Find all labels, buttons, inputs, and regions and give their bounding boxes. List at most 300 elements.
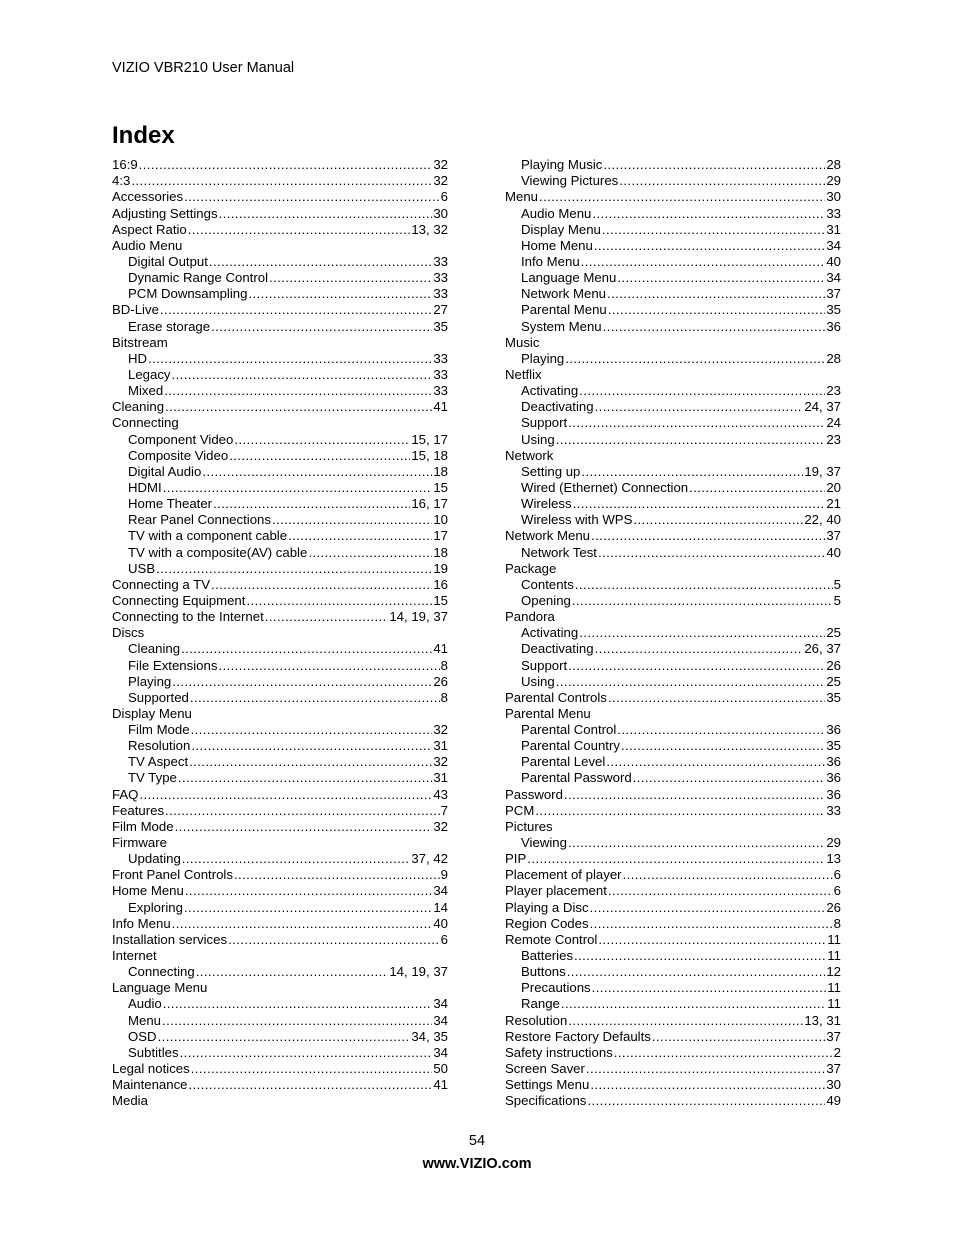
index-term: Film Mode bbox=[112, 818, 174, 834]
index-term: Legacy bbox=[128, 366, 171, 382]
index-page-numbers: 16, 17 bbox=[411, 496, 448, 512]
index-term: Region Codes bbox=[505, 915, 589, 931]
index-term: Playing Music bbox=[521, 157, 603, 173]
index-term: Viewing bbox=[521, 835, 567, 851]
dot-leader bbox=[288, 528, 432, 544]
index-term: Connecting Equipment bbox=[112, 592, 246, 608]
index-page-numbers: 21 bbox=[826, 496, 841, 512]
dot-leader bbox=[595, 641, 804, 657]
dot-leader bbox=[633, 512, 803, 528]
index-page-numbers: 23 bbox=[826, 383, 841, 399]
index-entry bbox=[505, 1093, 841, 1109]
index-entry bbox=[112, 932, 448, 948]
index-page-numbers: 36 bbox=[826, 318, 841, 334]
index-page-numbers: 31 bbox=[433, 738, 448, 754]
index-page-numbers: 5 bbox=[833, 592, 841, 608]
index-entry bbox=[505, 577, 841, 593]
dot-leader bbox=[172, 674, 432, 690]
index-term: Audio Menu bbox=[112, 237, 183, 253]
index-page-numbers: 29 bbox=[826, 173, 841, 189]
index-page-numbers: 33 bbox=[433, 366, 448, 382]
index-term: Placement of player bbox=[505, 867, 622, 883]
index-entry bbox=[112, 690, 448, 706]
index-page-numbers: 6 bbox=[440, 189, 448, 205]
index-term: System Menu bbox=[521, 318, 602, 334]
index-term: Cleaning bbox=[128, 641, 181, 657]
dot-leader bbox=[131, 173, 432, 189]
index-entry bbox=[505, 690, 841, 706]
index-entry bbox=[505, 383, 841, 399]
index-page-numbers: 33 bbox=[826, 802, 841, 818]
index-page-numbers: 26 bbox=[826, 899, 841, 915]
index-entry bbox=[112, 754, 448, 770]
dot-leader bbox=[180, 1045, 433, 1061]
index-entry bbox=[112, 1061, 448, 1077]
index-entry bbox=[505, 528, 841, 544]
index-term: Wired (Ethernet) Connection bbox=[521, 479, 689, 495]
index-page-numbers: 10 bbox=[433, 512, 448, 528]
index-term: Aspect Ratio bbox=[112, 221, 187, 237]
index-entry bbox=[505, 318, 841, 334]
dot-leader bbox=[603, 157, 825, 173]
dot-leader bbox=[191, 1061, 433, 1077]
index-term: Info Menu bbox=[521, 253, 580, 269]
dot-leader bbox=[165, 803, 440, 819]
dot-leader bbox=[573, 496, 826, 512]
index-term: Resolution bbox=[505, 1012, 568, 1028]
index-term: PCM Downsampling bbox=[128, 286, 248, 302]
index-entry bbox=[112, 464, 448, 480]
index-page-numbers: 35 bbox=[826, 689, 841, 705]
index-term: Support bbox=[521, 657, 568, 673]
index-page-numbers: 41 bbox=[433, 1077, 448, 1093]
index-page-numbers: 50 bbox=[433, 1061, 448, 1077]
index-page-numbers: 35 bbox=[826, 738, 841, 754]
dot-leader bbox=[614, 1045, 833, 1061]
footer-url: www.VIZIO.com bbox=[422, 1156, 532, 1172]
index-term: Playing bbox=[521, 350, 565, 366]
index-entry bbox=[505, 189, 841, 205]
index-entry bbox=[505, 932, 841, 948]
index-term: Parental Menu bbox=[505, 705, 591, 721]
index-entry bbox=[112, 786, 448, 802]
index-entry bbox=[112, 625, 448, 641]
index-entry bbox=[505, 205, 841, 221]
index-term: Audio Menu bbox=[521, 205, 592, 221]
index-term: Precautions bbox=[521, 980, 591, 996]
index-term: Deactivating bbox=[521, 641, 594, 657]
index-entry bbox=[112, 706, 448, 722]
index-term: Wireless bbox=[521, 496, 572, 512]
dot-leader bbox=[623, 867, 833, 883]
index-entry bbox=[505, 448, 841, 464]
dot-leader bbox=[565, 351, 825, 367]
dot-leader bbox=[652, 1029, 825, 1045]
index-term: Music bbox=[505, 334, 540, 350]
index-term: HD bbox=[128, 350, 148, 366]
dot-leader bbox=[209, 254, 432, 270]
index-page-numbers: 40 bbox=[433, 915, 448, 931]
index-page-numbers: 41 bbox=[433, 399, 448, 415]
index-term: Connecting a TV bbox=[112, 576, 210, 592]
index-page-numbers: 37 bbox=[826, 1028, 841, 1044]
index-entry bbox=[112, 222, 448, 238]
index-page-numbers: 35 bbox=[433, 318, 448, 334]
index-page-numbers: 30 bbox=[826, 1077, 841, 1093]
index-term: Screen Saver bbox=[505, 1061, 585, 1077]
index-entry bbox=[505, 593, 841, 609]
index-term: Settings Menu bbox=[505, 1077, 590, 1093]
dot-leader bbox=[211, 319, 432, 335]
index-entry bbox=[112, 480, 448, 496]
index-page-numbers: 49 bbox=[826, 1093, 841, 1109]
index-page-numbers: 22, 40 bbox=[804, 512, 841, 528]
index-page-numbers: 6 bbox=[833, 867, 841, 883]
index-entry bbox=[112, 674, 448, 690]
index-entry bbox=[505, 157, 841, 173]
index-term: Erase storage bbox=[128, 318, 211, 334]
dot-leader bbox=[164, 383, 432, 399]
index-entry bbox=[505, 706, 841, 722]
index-term: Display Menu bbox=[521, 221, 601, 237]
dot-leader bbox=[592, 980, 827, 996]
index-term: Dynamic Range Control bbox=[128, 270, 268, 286]
dot-leader bbox=[211, 577, 432, 593]
index-term: Restore Factory Defaults bbox=[505, 1028, 651, 1044]
index-entry bbox=[112, 205, 448, 221]
dot-leader bbox=[574, 948, 826, 964]
dot-leader bbox=[185, 883, 432, 899]
index-entry bbox=[112, 254, 448, 270]
index-term: Playing a Disc bbox=[505, 899, 589, 915]
index-entry bbox=[112, 1045, 448, 1061]
index-term: Mixed bbox=[128, 383, 164, 399]
index-entry bbox=[505, 464, 841, 480]
index-term: Wireless with WPS bbox=[521, 512, 633, 528]
dot-leader bbox=[228, 932, 440, 948]
index-entry bbox=[112, 173, 448, 189]
index-term: 16:9 bbox=[112, 157, 138, 173]
dot-leader bbox=[568, 415, 825, 431]
index-term: Menu bbox=[505, 189, 538, 205]
index-term: Home Menu bbox=[521, 237, 593, 253]
index-entry bbox=[112, 1029, 448, 1045]
index-entry bbox=[112, 980, 448, 996]
dot-leader bbox=[272, 512, 432, 528]
index-entry bbox=[112, 431, 448, 447]
dot-leader bbox=[158, 1029, 411, 1045]
dot-leader bbox=[608, 302, 826, 318]
index-term: Connecting bbox=[112, 415, 179, 431]
index-entry bbox=[112, 448, 448, 464]
index-entry bbox=[505, 738, 841, 754]
index-page-numbers: 32 bbox=[433, 157, 448, 173]
dot-leader bbox=[163, 996, 433, 1012]
dot-leader bbox=[594, 238, 825, 254]
index-page-numbers: 14, 19, 37 bbox=[389, 609, 448, 625]
index-term: Parental Controls bbox=[505, 689, 607, 705]
index-term: Home Theater bbox=[128, 496, 213, 512]
index-page-numbers: 31 bbox=[433, 770, 448, 786]
index-page-numbers: 30 bbox=[826, 189, 841, 205]
index-entry bbox=[505, 883, 841, 899]
dot-leader bbox=[581, 254, 826, 270]
index-entry bbox=[112, 238, 448, 254]
dot-leader bbox=[172, 916, 433, 932]
index-entry bbox=[112, 819, 448, 835]
index-page-numbers: 24, 37 bbox=[804, 399, 841, 415]
index-term: Bitstream bbox=[112, 334, 168, 350]
dot-leader bbox=[196, 964, 389, 980]
index-page-numbers: 15 bbox=[433, 592, 448, 608]
index-page-numbers: 2 bbox=[833, 1044, 841, 1060]
index-term: 4:3 bbox=[112, 173, 131, 189]
index-page-numbers: 37 bbox=[826, 528, 841, 544]
dot-leader bbox=[556, 432, 826, 448]
dot-leader bbox=[175, 819, 433, 835]
index-term: USB bbox=[128, 560, 156, 576]
index-entry bbox=[505, 222, 841, 238]
index-entry bbox=[505, 835, 841, 851]
index-entry bbox=[112, 496, 448, 512]
index-entry bbox=[112, 609, 448, 625]
dot-leader bbox=[234, 432, 410, 448]
dot-leader bbox=[165, 399, 432, 415]
index-page-numbers: 32 bbox=[433, 173, 448, 189]
index-term: Parental Menu bbox=[521, 302, 607, 318]
index-page-numbers: 34, 35 bbox=[411, 1028, 448, 1044]
index-page-numbers: 30 bbox=[433, 205, 448, 221]
index-term: Using bbox=[521, 673, 555, 689]
index-term: Batteries bbox=[521, 948, 574, 964]
dot-leader bbox=[219, 206, 433, 222]
index-term: BD-Live bbox=[112, 302, 159, 318]
index-term: Connecting bbox=[128, 964, 195, 980]
index-term: Component Video bbox=[128, 431, 234, 447]
index-entry bbox=[505, 948, 841, 964]
index-term: Updating bbox=[128, 851, 181, 867]
index-term: Features bbox=[112, 802, 165, 818]
index-term: Remote Control bbox=[505, 931, 598, 947]
index-entry bbox=[505, 641, 841, 657]
index-term: Audio bbox=[128, 996, 162, 1012]
index-term: Language Menu bbox=[521, 270, 617, 286]
index-entry bbox=[505, 657, 841, 673]
dot-leader bbox=[178, 770, 432, 786]
index-entry bbox=[112, 383, 448, 399]
index-entry bbox=[505, 819, 841, 835]
index-page-numbers: 31 bbox=[826, 221, 841, 237]
index-entry bbox=[505, 512, 841, 528]
index-page-numbers: 14 bbox=[433, 899, 448, 915]
index-page-numbers: 6 bbox=[833, 883, 841, 899]
index-column-right bbox=[505, 157, 841, 1109]
dot-leader bbox=[172, 367, 433, 383]
index-page-numbers: 13, 32 bbox=[411, 221, 448, 237]
index-entry bbox=[505, 754, 841, 770]
index-term: Resolution bbox=[128, 738, 191, 754]
index-term: Media bbox=[112, 1093, 148, 1109]
index-page-numbers: 34 bbox=[826, 270, 841, 286]
index-page-numbers: 34 bbox=[433, 1012, 448, 1028]
index-entry bbox=[112, 157, 448, 173]
index-entry bbox=[505, 270, 841, 286]
index-term: OSD bbox=[128, 1028, 157, 1044]
index-page-numbers: 33 bbox=[433, 270, 448, 286]
index-term: Pandora bbox=[505, 609, 555, 625]
index-page-numbers: 15, 17 bbox=[411, 431, 448, 447]
index-term: Range bbox=[521, 996, 560, 1012]
index-entry bbox=[112, 544, 448, 560]
index-term: Cleaning bbox=[112, 399, 165, 415]
dot-leader bbox=[556, 674, 826, 690]
index-term: Playing bbox=[128, 673, 172, 689]
index-term: Digital Audio bbox=[128, 463, 202, 479]
index-term: TV with a composite(AV) cable bbox=[128, 544, 308, 560]
dot-leader bbox=[621, 738, 825, 754]
dot-leader bbox=[592, 206, 825, 222]
dot-leader bbox=[181, 641, 432, 657]
index-entry bbox=[505, 561, 841, 577]
dot-leader bbox=[156, 561, 432, 577]
dot-leader bbox=[265, 609, 389, 625]
index-entry bbox=[505, 851, 841, 867]
index-term: Password bbox=[505, 786, 563, 802]
index-term: Network Menu bbox=[505, 528, 591, 544]
dot-leader bbox=[602, 222, 825, 238]
dot-leader bbox=[689, 480, 825, 496]
index-term: Legal notices bbox=[112, 1061, 190, 1077]
index-page-numbers: 23 bbox=[826, 431, 841, 447]
index-page-numbers: 34 bbox=[433, 996, 448, 1012]
index-term: Installation services bbox=[112, 931, 228, 947]
index-entry bbox=[505, 770, 841, 786]
index-entry bbox=[112, 1077, 448, 1093]
index-page-numbers: 32 bbox=[433, 818, 448, 834]
index-entry bbox=[505, 803, 841, 819]
index-entry bbox=[112, 867, 448, 883]
index-page-numbers: 43 bbox=[433, 786, 448, 802]
index-entry bbox=[112, 883, 448, 899]
index-page-numbers: 25 bbox=[826, 673, 841, 689]
index-entry bbox=[112, 367, 448, 383]
index-page-numbers: 18 bbox=[433, 463, 448, 479]
index-entry bbox=[505, 415, 841, 431]
index-term: Using bbox=[521, 431, 555, 447]
index-entry bbox=[505, 916, 841, 932]
index-term: Composite Video bbox=[128, 447, 229, 463]
index-page-numbers: 8 bbox=[833, 915, 841, 931]
dot-leader bbox=[246, 593, 432, 609]
index-term: Info Menu bbox=[112, 915, 171, 931]
index-term: Subtitles bbox=[128, 1044, 179, 1060]
index-entry bbox=[112, 593, 448, 609]
index-term: Menu bbox=[128, 1012, 161, 1028]
index-entry bbox=[505, 335, 841, 351]
index-entry bbox=[505, 496, 841, 512]
index-page-numbers: 27 bbox=[433, 302, 448, 318]
index-page-numbers: 9 bbox=[440, 867, 448, 883]
index-term: Display Menu bbox=[112, 705, 192, 721]
dot-leader bbox=[539, 189, 825, 205]
dot-leader bbox=[572, 593, 833, 609]
index-term: Player placement bbox=[505, 883, 607, 899]
dot-leader bbox=[189, 754, 432, 770]
index-entry bbox=[112, 528, 448, 544]
index-entry bbox=[112, 399, 448, 415]
index-term: File Extensions bbox=[128, 657, 218, 673]
index-term: Internet bbox=[112, 948, 157, 964]
index-entry bbox=[505, 1029, 841, 1045]
dot-leader bbox=[586, 1061, 825, 1077]
index-page-numbers: 34 bbox=[433, 1044, 448, 1060]
index-page-numbers: 35 bbox=[826, 302, 841, 318]
index-page-numbers: 34 bbox=[433, 883, 448, 899]
index-page-numbers: 16 bbox=[433, 576, 448, 592]
index-entry bbox=[112, 916, 448, 932]
index-term: Parental Control bbox=[521, 722, 617, 738]
dot-leader bbox=[575, 577, 833, 593]
dot-leader bbox=[581, 464, 803, 480]
index-page-numbers: 6 bbox=[440, 931, 448, 947]
index-term: Language Menu bbox=[112, 980, 208, 996]
index-entry bbox=[505, 996, 841, 1012]
dot-leader bbox=[308, 545, 432, 561]
index-page-numbers: 41 bbox=[433, 641, 448, 657]
index-entry bbox=[112, 899, 448, 915]
index-page-numbers: 19 bbox=[433, 560, 448, 576]
index-term: Parental Level bbox=[521, 754, 606, 770]
index-entry bbox=[505, 544, 841, 560]
index-page-numbers: 14, 19, 37 bbox=[389, 964, 448, 980]
index-entry bbox=[112, 561, 448, 577]
index-entry bbox=[112, 270, 448, 286]
index-page-numbers: 34 bbox=[826, 237, 841, 253]
index-term: TV with a component cable bbox=[128, 528, 288, 544]
index-page-numbers: 36 bbox=[826, 754, 841, 770]
index-page-numbers: 26, 37 bbox=[804, 641, 841, 657]
page-number: 54 bbox=[468, 1133, 486, 1149]
index-entry bbox=[112, 302, 448, 318]
index-term: Film Mode bbox=[128, 722, 190, 738]
index-entry bbox=[112, 722, 448, 738]
index-page-numbers: 26 bbox=[433, 673, 448, 689]
index-page-numbers: 8 bbox=[440, 689, 448, 705]
index-column-left bbox=[112, 157, 448, 1109]
index-page-numbers: 17 bbox=[433, 528, 448, 544]
index-entry bbox=[505, 609, 841, 625]
index-page-numbers: 13 bbox=[826, 851, 841, 867]
dot-leader bbox=[248, 286, 432, 302]
index-entry bbox=[505, 238, 841, 254]
index-entry bbox=[505, 980, 841, 996]
index-term: Activating bbox=[521, 383, 579, 399]
index-entry bbox=[505, 1077, 841, 1093]
index-page-numbers: 11 bbox=[827, 980, 841, 996]
index-page-numbers: 33 bbox=[433, 383, 448, 399]
dot-leader bbox=[579, 625, 825, 641]
index-page-numbers: 13, 31 bbox=[804, 1012, 841, 1028]
index-term: Pictures bbox=[505, 818, 553, 834]
dot-leader bbox=[590, 900, 826, 916]
index-page-numbers: 15 bbox=[433, 479, 448, 495]
index-entry bbox=[112, 770, 448, 786]
index-term: Buttons bbox=[521, 964, 566, 980]
index-page-numbers: 33 bbox=[433, 350, 448, 366]
index-entry bbox=[505, 722, 841, 738]
index-entry bbox=[112, 948, 448, 964]
index-entry bbox=[112, 318, 448, 334]
